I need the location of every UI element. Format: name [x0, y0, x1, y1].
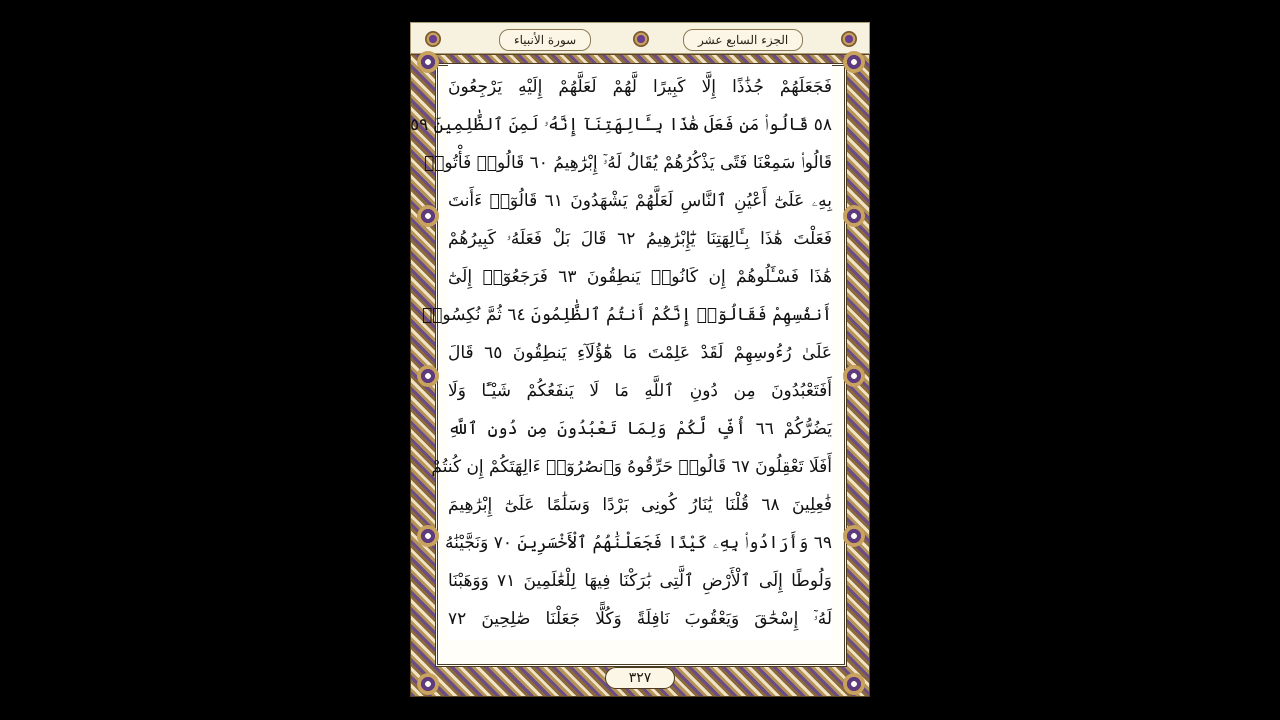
- corner-rosette-icon: [417, 51, 439, 73]
- corner-rosette-icon: [843, 673, 865, 695]
- verse-line: أَفَلَا تَعْقِلُونَ ٦٧ قَالُوا۟ حَرِّقُوهُ وَٱنصُرُوٓا۟ ءَالِهَتَكُمْ إِن كُنتُمْ: [431, 457, 832, 477]
- corner-rosette-icon: [843, 51, 865, 73]
- header-rosette-icon: [425, 31, 441, 47]
- side-rosette-icon: [843, 365, 865, 387]
- verse-line: فَٰعِلِينَ ٦٨ قُلْنَا يَٰنَارُ كُونِى بَرْدًا وَسَلَٰمًا عَلَىٰٓ إِبْرَٰهِيمَ: [448, 495, 832, 515]
- page-header: [410, 22, 870, 54]
- verse-text-block: [409, 64, 833, 640]
- verse-line: قَالُوا۟ سَمِعْنَا فَتًى يَذْكُرُهُمْ يُقَالُ لَهُۥٓ إِبْرَٰهِيمُ ٦٠ قَالُوا۟ فَأْتُوا۟: [423, 153, 832, 173]
- corner-rosette-icon: [417, 673, 439, 695]
- side-rosette-icon: [417, 365, 439, 387]
- verse-line: فَعَلْتَ هَٰذَا بِـَٔالِهَتِنَا يَٰٓإِبْرَٰهِيمُ ٦٢ قَالَ بَلْ فَعَلَهُۥ كَبِيرُهُمْ: [448, 229, 832, 249]
- verse-line: أَفَتَعْبُدُونَ مِن دُونِ ٱللَّهِ مَا لَا يَنفَعُكُمْ شَيْـًٔا وَلَا: [448, 381, 832, 401]
- verse-line: ٦٩ وَأَرَادُوا۟ بِهِۦ كَيْدًا فَجَعَلْنَٰهُمُ ٱلْأَخْسَرِينَ ٧٠ وَنَجَّيْنَٰهُ: [445, 533, 832, 553]
- juz-label: الجزء السابع عشر: [683, 29, 803, 51]
- verse-line: عَلَىٰ رُءُوسِهِمْ لَقَدْ عَلِمْتَ مَا هَٰٓؤُلَآءِ يَنطِقُونَ ٦٥ قَالَ: [448, 343, 833, 363]
- verse-line: يَضُرُّكُمْ ٦٦ أُفٍّ لَّكُمْ وَلِمَا تَعْبُدُونَ مِن دُونِ ٱللَّهِ: [448, 419, 832, 439]
- page-number: ٣٢٧: [605, 667, 675, 689]
- verse-line: بِهِۦ عَلَىٰٓ أَعْيُنِ ٱلنَّاسِ لَعَلَّهُمْ يَشْهَدُونَ ٦١ قَالُوٓا۟ ءَأَنتَ: [448, 191, 832, 211]
- verse-line: هَٰذَا فَسْـَٔلُوهُمْ إِن كَانُوا۟ يَنطِقُونَ ٦٣ فَرَجَعُوٓا۟ إِلَىٰٓ: [448, 267, 832, 287]
- verse-line: ٥٨ قَالُوا۟ مَن فَعَلَ هَٰذَا بِـَٔالِهَتِنَآ إِنَّهُۥ لَمِنَ ٱلظَّٰلِمِينَ ٥٩: [409, 115, 832, 135]
- verse-line: لَهُۥٓ إِسْحَٰقَ وَيَعْقُوبَ نَافِلَةً وَكُلًّا جَعَلْنَا صَٰلِحِينَ ٧٢: [448, 609, 832, 629]
- surah-name-label: سورة الأنبياء: [499, 29, 591, 51]
- verse-line: أَنفُسِهِمْ فَقَالُوٓا۟ إِنَّكُمْ أَنتُمُ ٱلظَّٰلِمُونَ ٦٤ ثُمَّ نُكِسُوا۟: [421, 305, 832, 325]
- side-rosette-icon: [843, 205, 865, 227]
- side-rosette-icon: [417, 205, 439, 227]
- mushaf-page: [410, 22, 870, 697]
- verse-line: وَلُوطًا إِلَى ٱلْأَرْضِ ٱلَّتِى بَٰرَكْنَا فِيهَا لِلْعَٰلَمِينَ ٧١ وَوَهَبْنَا: [448, 571, 832, 591]
- header-rosette-icon: [633, 31, 649, 47]
- side-rosette-icon: [843, 525, 865, 547]
- verse-line: فَجَعَلَهُمْ جُذَٰذًا إِلَّا كَبِيرًا لَّهُمْ لَعَلَّهُمْ إِلَيْهِ يَرْجِعُونَ: [448, 77, 832, 97]
- header-rosette-icon: [841, 31, 857, 47]
- side-rosette-icon: [417, 525, 439, 547]
